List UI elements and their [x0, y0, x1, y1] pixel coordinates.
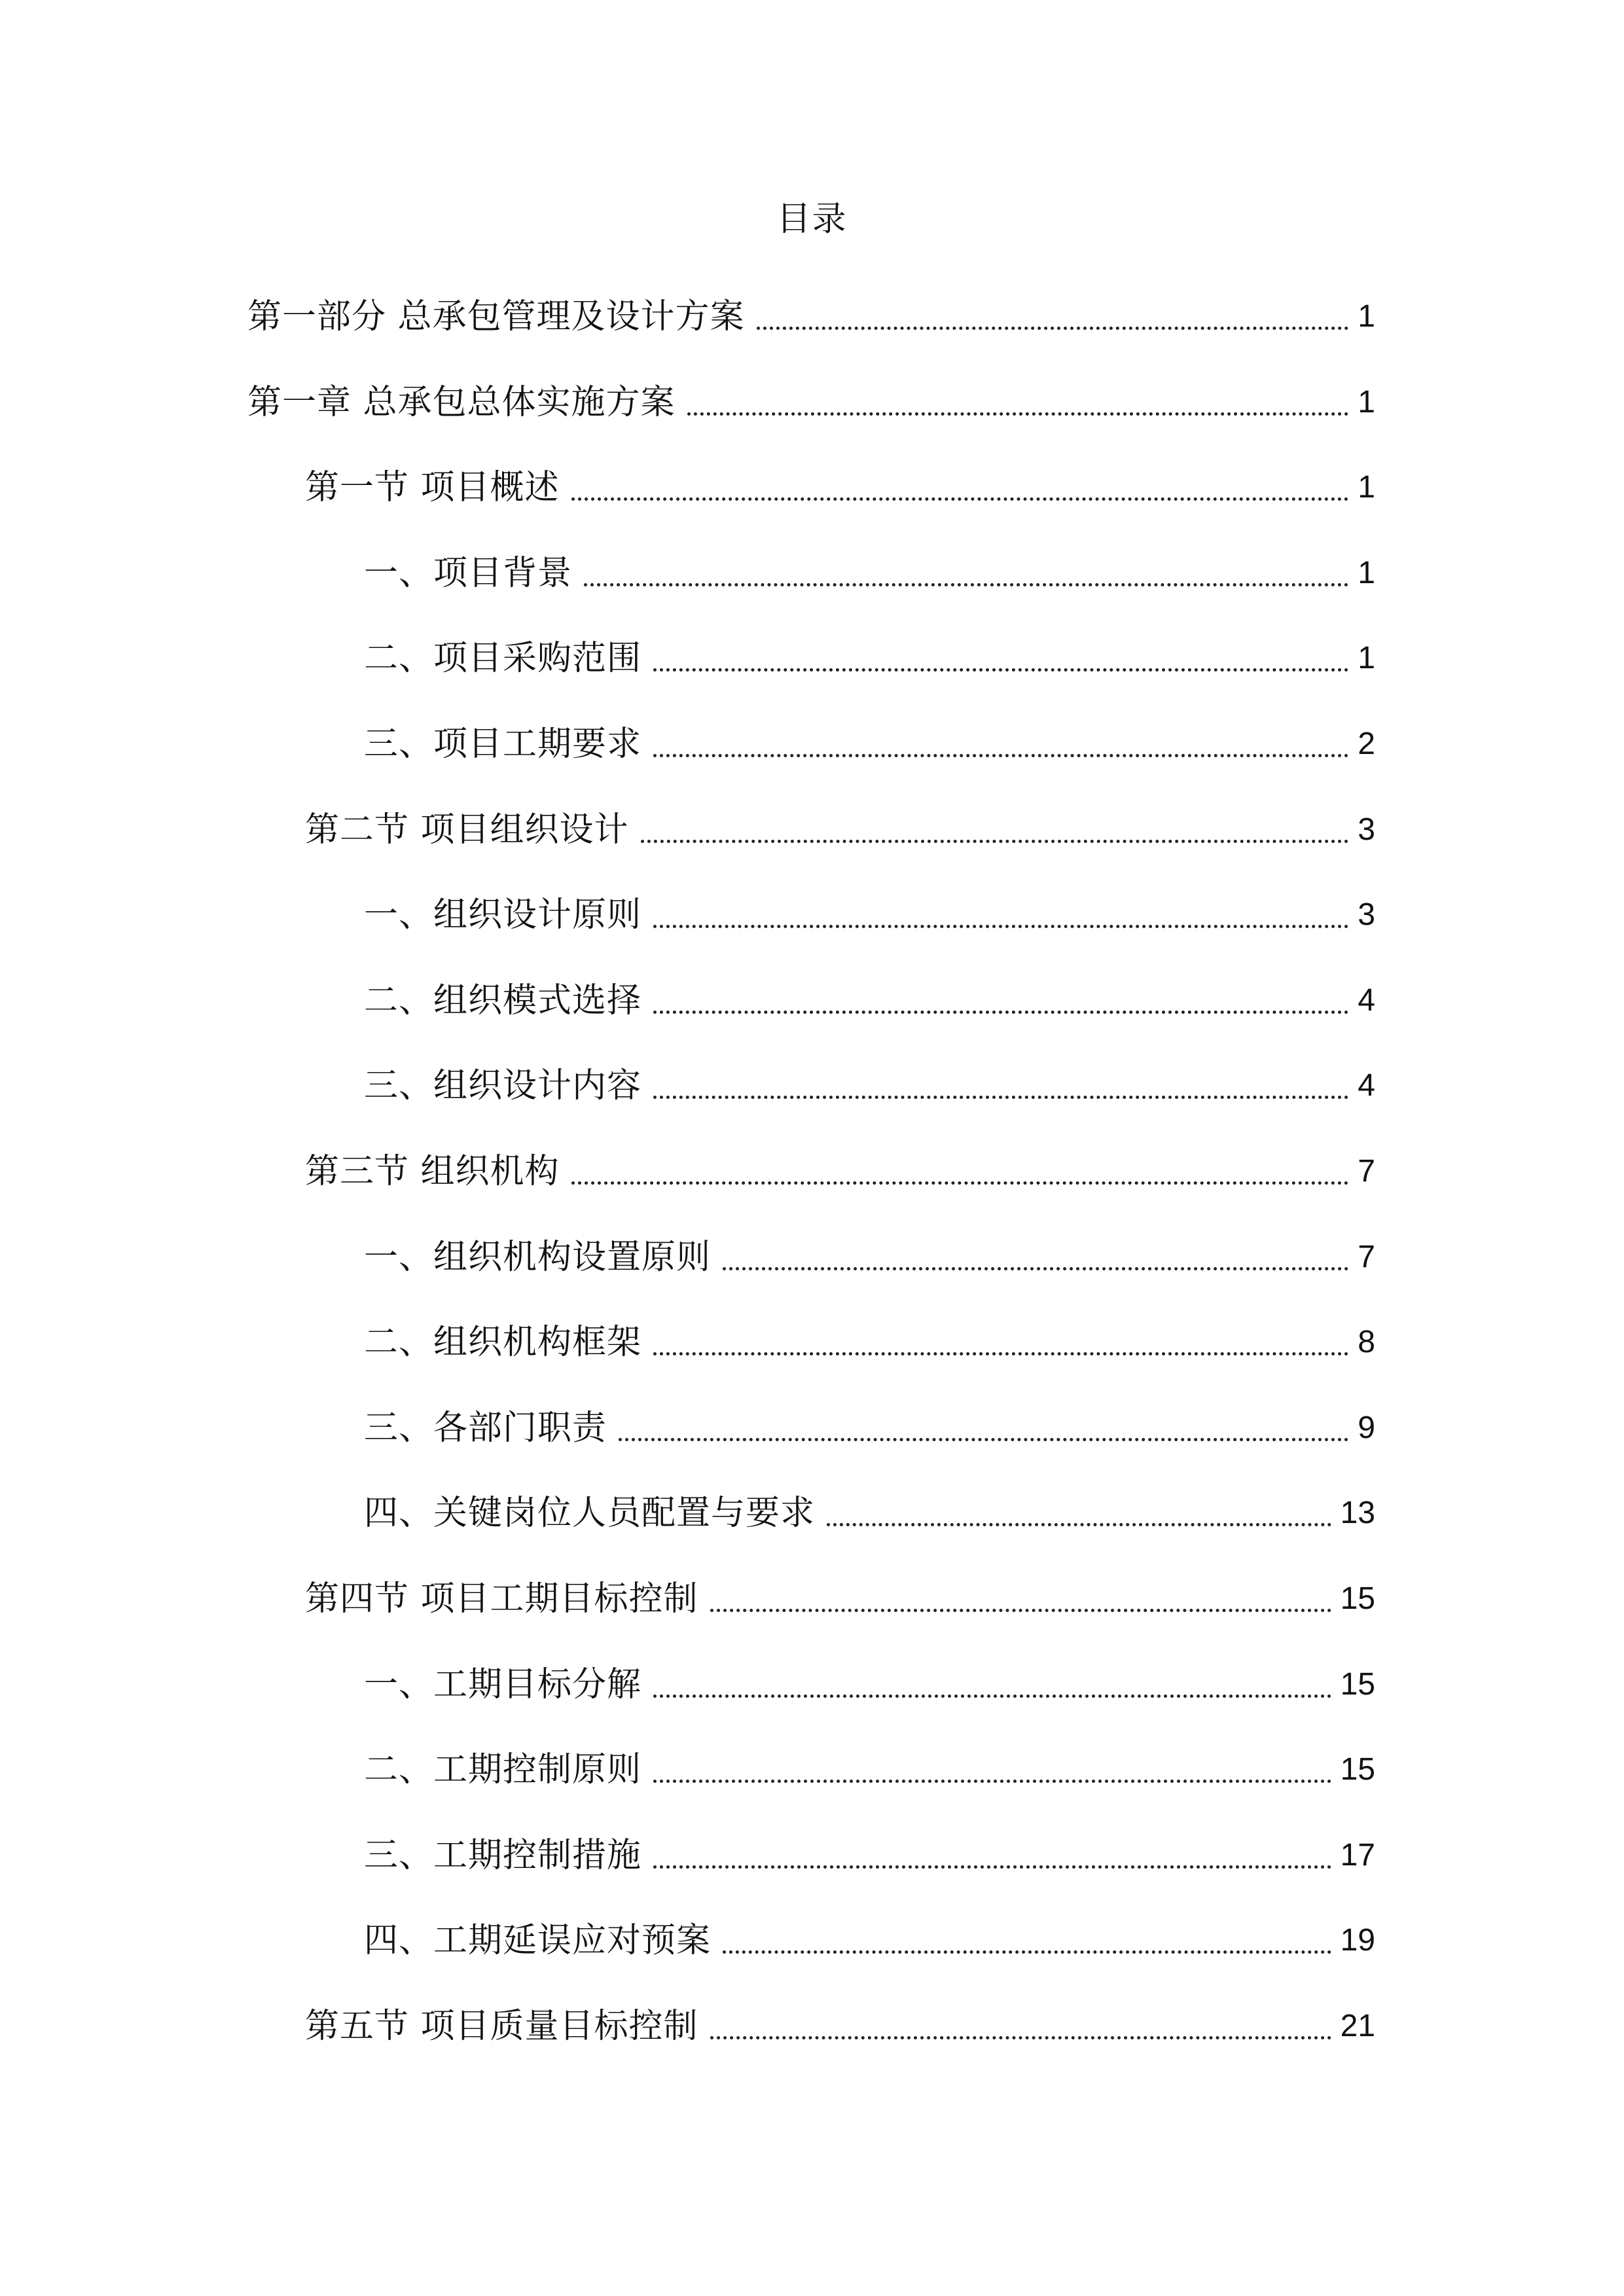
dot-leader	[571, 497, 1349, 501]
toc-entry[interactable]	[364, 1401, 1375, 1456]
toc-page-number: 3	[1358, 812, 1375, 847]
dot-leader	[687, 412, 1349, 416]
dot-leader	[710, 1608, 1331, 1612]
dot-leader	[710, 2036, 1331, 2039]
toc-entry[interactable]	[364, 1828, 1375, 1883]
toc-entry-label: 第一部分 总承包管理及设计方案	[247, 297, 745, 336]
dot-leader	[653, 1779, 1331, 1783]
toc-page-number: 2	[1358, 726, 1375, 761]
dot-leader	[653, 1095, 1348, 1099]
toc-entry-label: 二、工期控制原则	[364, 1750, 642, 1789]
toc-entry-label: 第五节 项目质量目标控制	[305, 2007, 698, 2046]
toc-entry[interactable]	[364, 1230, 1375, 1285]
dot-leader	[827, 1522, 1331, 1526]
toc-entry-label: 二、组织模式选择	[364, 981, 642, 1020]
toc-page-number: 19	[1340, 1923, 1375, 1958]
toc-entry-label: 三、工期控制措施	[364, 1836, 642, 1875]
dot-leader	[653, 1010, 1348, 1014]
toc-entry[interactable]	[364, 973, 1375, 1028]
toc-entry[interactable]	[364, 546, 1375, 601]
toc-page-number: 15	[1340, 1667, 1375, 1702]
toc-entry[interactable]	[305, 1571, 1375, 1626]
toc-entry[interactable]	[305, 802, 1375, 857]
toc-page-number: 8	[1358, 1325, 1375, 1359]
toc-entry[interactable]	[364, 631, 1375, 686]
toc-entry-label: 三、项目工期要求	[364, 725, 642, 764]
toc-entry-label: 一、组织设计原则	[364, 895, 642, 935]
toc-entry[interactable]	[364, 1486, 1375, 1541]
toc-entry-label: 第一节 项目概述	[305, 468, 560, 507]
toc-entry-label: 四、工期延误应对预案	[364, 1921, 712, 1960]
toc-entry[interactable]	[364, 717, 1375, 772]
toc-page-number: 1	[1358, 641, 1375, 675]
toc-entry[interactable]	[305, 1999, 1375, 2054]
dot-leader	[653, 1694, 1331, 1698]
toc-page-number: 7	[1358, 1154, 1375, 1189]
toc-entry-label: 一、组织机构设置原则	[364, 1238, 712, 1277]
toc-page-number: 3	[1358, 897, 1375, 932]
toc-page-number: 1	[1358, 385, 1375, 420]
toc-entry[interactable]	[247, 375, 1375, 430]
dot-leader	[619, 1437, 1348, 1441]
toc-page-number: 15	[1340, 1581, 1375, 1616]
toc-entry-label: 二、项目采购范围	[364, 639, 642, 678]
toc-page-number: 9	[1358, 1410, 1375, 1445]
dot-leader	[757, 326, 1349, 330]
toc-entry[interactable]	[364, 1315, 1375, 1370]
toc-entry-label: 第一章 总承包总体实施方案	[247, 383, 676, 422]
dot-leader	[641, 839, 1349, 843]
toc-entry-label: 第二节 项目组织设计	[305, 810, 629, 850]
toc-entry-label: 第四节 项目工期目标控制	[305, 1579, 698, 1619]
toc-page-number: 4	[1358, 1068, 1375, 1103]
toc-page-number: 1	[1358, 470, 1375, 505]
toc-entry[interactable]	[305, 460, 1375, 515]
toc-entry[interactable]	[364, 1742, 1375, 1797]
toc-entry[interactable]	[247, 289, 1375, 344]
dot-leader	[584, 583, 1348, 586]
dot-leader	[653, 753, 1348, 757]
toc-entry[interactable]	[364, 1913, 1375, 1968]
toc-entry-label: 三、组织设计内容	[364, 1066, 642, 1105]
toc-entry-label: 四、关键岗位人员配置与要求	[364, 1494, 816, 1533]
toc-entry-label: 三、各部门职责	[364, 1408, 607, 1448]
toc-entry[interactable]	[364, 1058, 1375, 1113]
toc-page-number: 15	[1340, 1752, 1375, 1787]
dot-leader	[723, 1266, 1348, 1270]
toc-page-number: 4	[1358, 983, 1375, 1018]
toc-entry[interactable]	[305, 1144, 1375, 1199]
dot-leader	[653, 1865, 1331, 1869]
toc-title: 目录	[776, 200, 848, 239]
toc-entry-label: 第三节 组织机构	[305, 1152, 560, 1191]
dot-leader	[653, 668, 1348, 672]
dot-leader	[653, 924, 1348, 928]
toc-page-number: 17	[1340, 1838, 1375, 1873]
toc-entry[interactable]	[364, 1657, 1375, 1712]
toc-entry[interactable]	[364, 888, 1375, 942]
toc-page-number: 1	[1358, 299, 1375, 334]
dot-leader	[653, 1352, 1348, 1355]
toc-page-number: 13	[1340, 1496, 1375, 1530]
dot-leader	[723, 1950, 1331, 1954]
toc-page-number: 21	[1340, 2009, 1375, 2043]
dot-leader	[571, 1181, 1349, 1185]
toc-entry-label: 一、项目背景	[364, 554, 573, 593]
toc-entry-label: 二、组织机构框架	[364, 1323, 642, 1362]
toc-entry-label: 一、工期目标分解	[364, 1665, 642, 1704]
toc-page-number: 1	[1358, 556, 1375, 590]
toc-page-number: 7	[1358, 1240, 1375, 1274]
